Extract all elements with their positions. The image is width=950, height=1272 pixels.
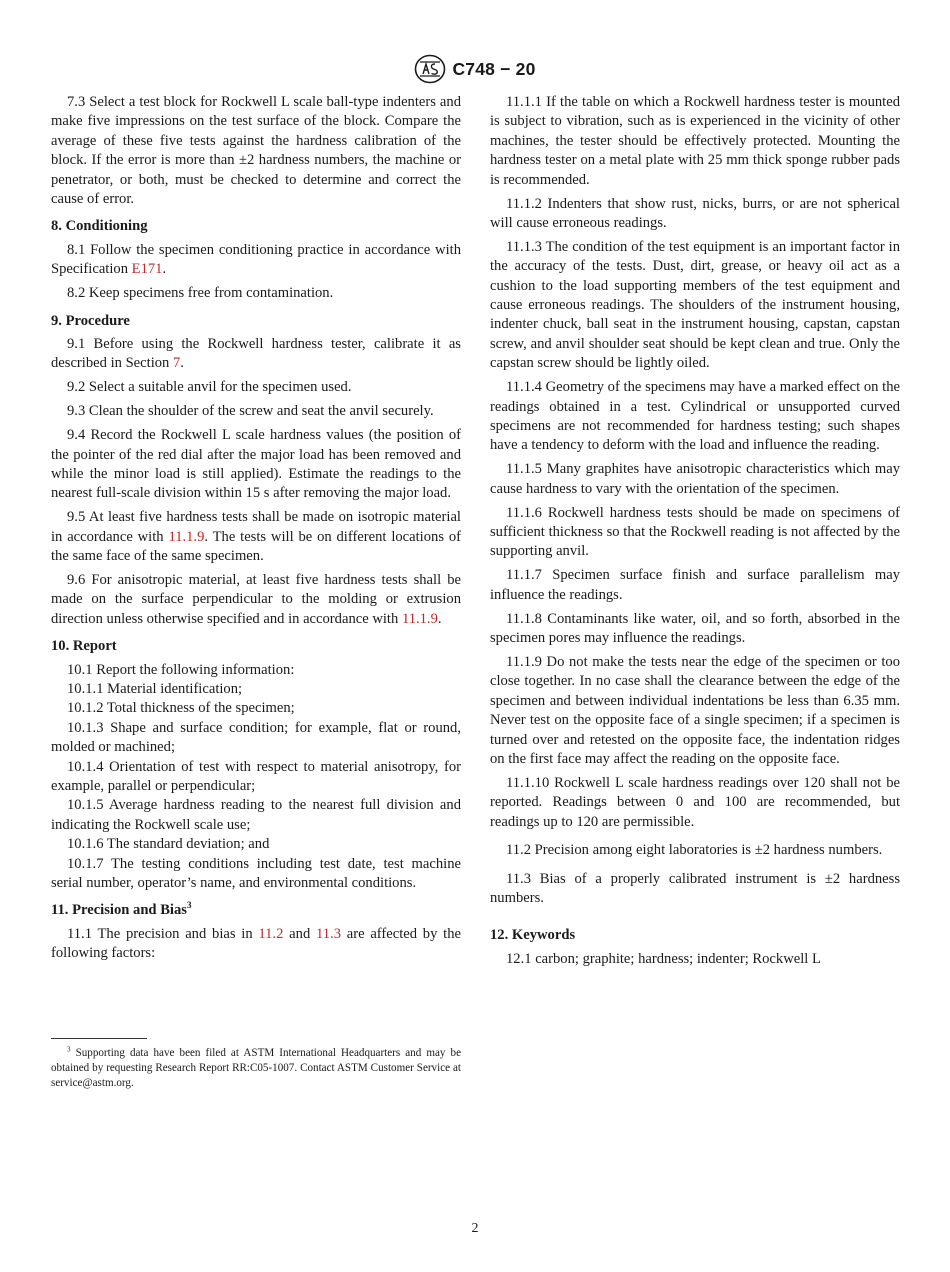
link-11-3[interactable]: 11.3 [316,925,341,942]
para-7-3: 7.3 Select a test block for Rockwell L scale ball-type indenters and make five impressions on the test surface of the block. Compare the average of these five tests against the hardness calibration of the block. If the error is more than ±2 hardness numbers, the machine or penetrator, or both, must be checked to determine and correct the cause of error. [51,94,461,208]
page-header [0,54,950,84]
footnote-text: Supporting data have been filed at ASTM International Headquarters and may be obtained by requesting Research Report RR:C05-1007. Contact ASTM Customer Service at service@astm.org. [51,1047,461,1090]
para-11-1-2: 11.1.2 Indenters that show rust, nicks, burrs, or are not spherical will cause erroneous readings. [490,195,900,231]
para-11-1-5: 11.1.5 Many graphites have anisotropic characteristics which may cause hardness to vary with the orientation of the specimen. [490,461,900,497]
para-9-4: 9.4 Record the Rockwell L scale hardness values (the position of the pointer of the red dial after the major load has been removed and while the minor load is still applied). Estimate the readings to the nearest full-scale division within 15 s after removing the major load. [51,427,461,502]
para-11-1-4: 11.1.4 Geometry of the specimens may have a marked effect on the readings obtained in a test. Cylindrical or unsupported curved specimens are not recommended for hardness testing; such shapes have a tendency to deform with the load and influence the reading. [490,379,900,454]
heading-procedure: 9. Procedure [51,312,130,329]
para-11-1-7: 11.1.7 Specimen surface finish and surface parallelism may influence the readings. [490,567,900,603]
para-9-5-text: 9.5 At least five hardness tests shall be made on isotropic material in accordance with [51,509,461,545]
link-11-1-9[interactable]: 11.1.9 [401,610,438,627]
para-9-6-end: . [437,610,442,627]
para-11-1-3: 11.1.3 The condition of the test equipment is an important factor in the accuracy of the tests. Dust, dirt, grease, or heavy oil act as a cushion to the load supporting members of the test equipment and cause erroneous readings. The shoulders of the instrument housing, indenter chuck, ball seat in the instrument housing, capstan, capstan screw, and anvil shoulder seat should be kept clean and true. Only the capstan screw should be lightly oiled. [490,238,900,372]
para-11-1-1: 11.1.1 If the table on which a Rockwell hardness tester is mounted is subject to vibration, such as is experienced in the vicinity of other machines, the tester should be effectively protected. Mounting the hardness tester on a metal plate with 25 mm thick sponge rubber pads is recommended. [490,94,900,188]
para-9-5 [51,508,461,566]
para-11-3: 11.3 Bias of a properly calibrated instrument is ±2 hardness numbers. [490,870,900,906]
heading-conditioning: 8. Conditioning [51,218,148,235]
para-10-1-2: 10.1.2 Total thickness of the specimen; [67,700,295,717]
para-10-1-7: 10.1.7 The testing conditions including test date, test machine serial number, operator’s name, and environmental conditions. [51,855,461,892]
para-11-1-and: and [283,925,316,942]
para-12-1: 12.1 carbon; graphite; hardness; indenter; Rockwell L [506,950,821,967]
footnote-3 [51,1046,461,1092]
para-10-1: 10.1 Report the following information: [67,661,295,678]
heading-precision-and-bias-text: 11. Precision and Bias [51,902,187,919]
footnote-marker[interactable]: 3 [186,899,192,910]
para-11-1-end: are affected by the following factors: [51,925,461,962]
para-8-2: 8.2 Keep specimens free from contamination. [67,285,334,302]
footnote-divider [51,1038,147,1039]
para-9-1-end: . [180,355,184,372]
para-10-1-3: 10.1.3 Shape and surface condition; for example, flat or round, molded or machined; [51,719,461,756]
link-section-7[interactable]: 7 [173,355,181,372]
para-8-1-end: . [162,261,167,278]
para-9-3: 9.3 Clean the shoulder of the screw and seat the anvil securely. [67,403,434,420]
heading-precision-and-bias [51,901,461,920]
para-9-1 [51,335,461,374]
para-9-1-text: 9.1 Before using the Rockwell hardness tester, calibrate it as described in Section [51,335,461,372]
para-10-1-5: 10.1.5 Average hardness reading to the nearest full division and indicating the Rockwell scale use; [51,797,461,833]
page-number: 2 [471,1221,479,1236]
para-11-1-9: 11.1.9 Do not make the tests near the edge of the specimen or too close together. In no case shall the clearance between the edge of the specimen and between individual indentations be less than 6.35 mm. Never test on the opposite face of a single specimen; if a specimen is turned over and retested on the opposite face, the indentation ridges on the first face may affect the reading on the opposite face. [490,653,900,767]
astm-logo-icon [414,54,446,84]
para-11-1-6: 11.1.6 Rockwell hardness tests should be made on specimens of sufficient thickness so that the Rockwell reading is not affected by the supporting anvil. [490,504,900,560]
para-11-1-8: 11.1.8 Contaminants like water, oil, and so forth, absorbed in the specimen pores may influence the readings. [490,610,900,647]
para-10-1-1: 10.1.1 Material identification; [67,680,243,697]
footnote-number: 3 [67,1045,71,1054]
link-e171[interactable]: E171 [131,261,163,278]
right-column [490,93,900,974]
para-10-1-6: 10.1.6 The standard deviation; and [67,836,270,853]
para-11-1-10: 11.1.10 Rockwell L scale hardness readings over 120 shall not be reported. Readings between 0 and 100 are recommended, but readings up to 120 are permissible. [490,774,900,830]
para-11-1-text: 11.1 The precision and bias in [67,925,259,942]
heading-report: 10. Report [51,638,117,655]
para-11-2: 11.2 Precision among eight laboratories is ±2 hardness numbers. [506,842,883,859]
left-column [51,93,461,968]
para-8-1 [51,241,461,280]
para-9-6-text: 9.6 For anisotropic material, at least five hardness tests shall be made on the surface perpendicular to the molding or extrusion direction unless otherwise specified and in accordance with [51,571,461,627]
document-designation: C748 − 20 [452,58,536,79]
para-9-6 [51,571,461,629]
para-8-1-text: 8.1 Follow the specimen conditioning practice in accordance with Specification [51,241,461,278]
para-10-1-4: 10.1.4 Orientation of test with respect to material anisotropy, for example, parallel or perpendicular; [51,758,461,794]
link-11-1-9[interactable]: 11.1.9 [168,528,205,545]
para-9-2: 9.2 Select a suitable anvil for the specimen used. [67,379,352,396]
link-11-2[interactable]: 11.2 [258,925,284,942]
para-11-1 [51,925,461,964]
para-9-5-end: . The tests will be on different locations of the same face of the same specimen. [51,528,461,565]
heading-keywords: 12. Keywords [490,927,576,944]
